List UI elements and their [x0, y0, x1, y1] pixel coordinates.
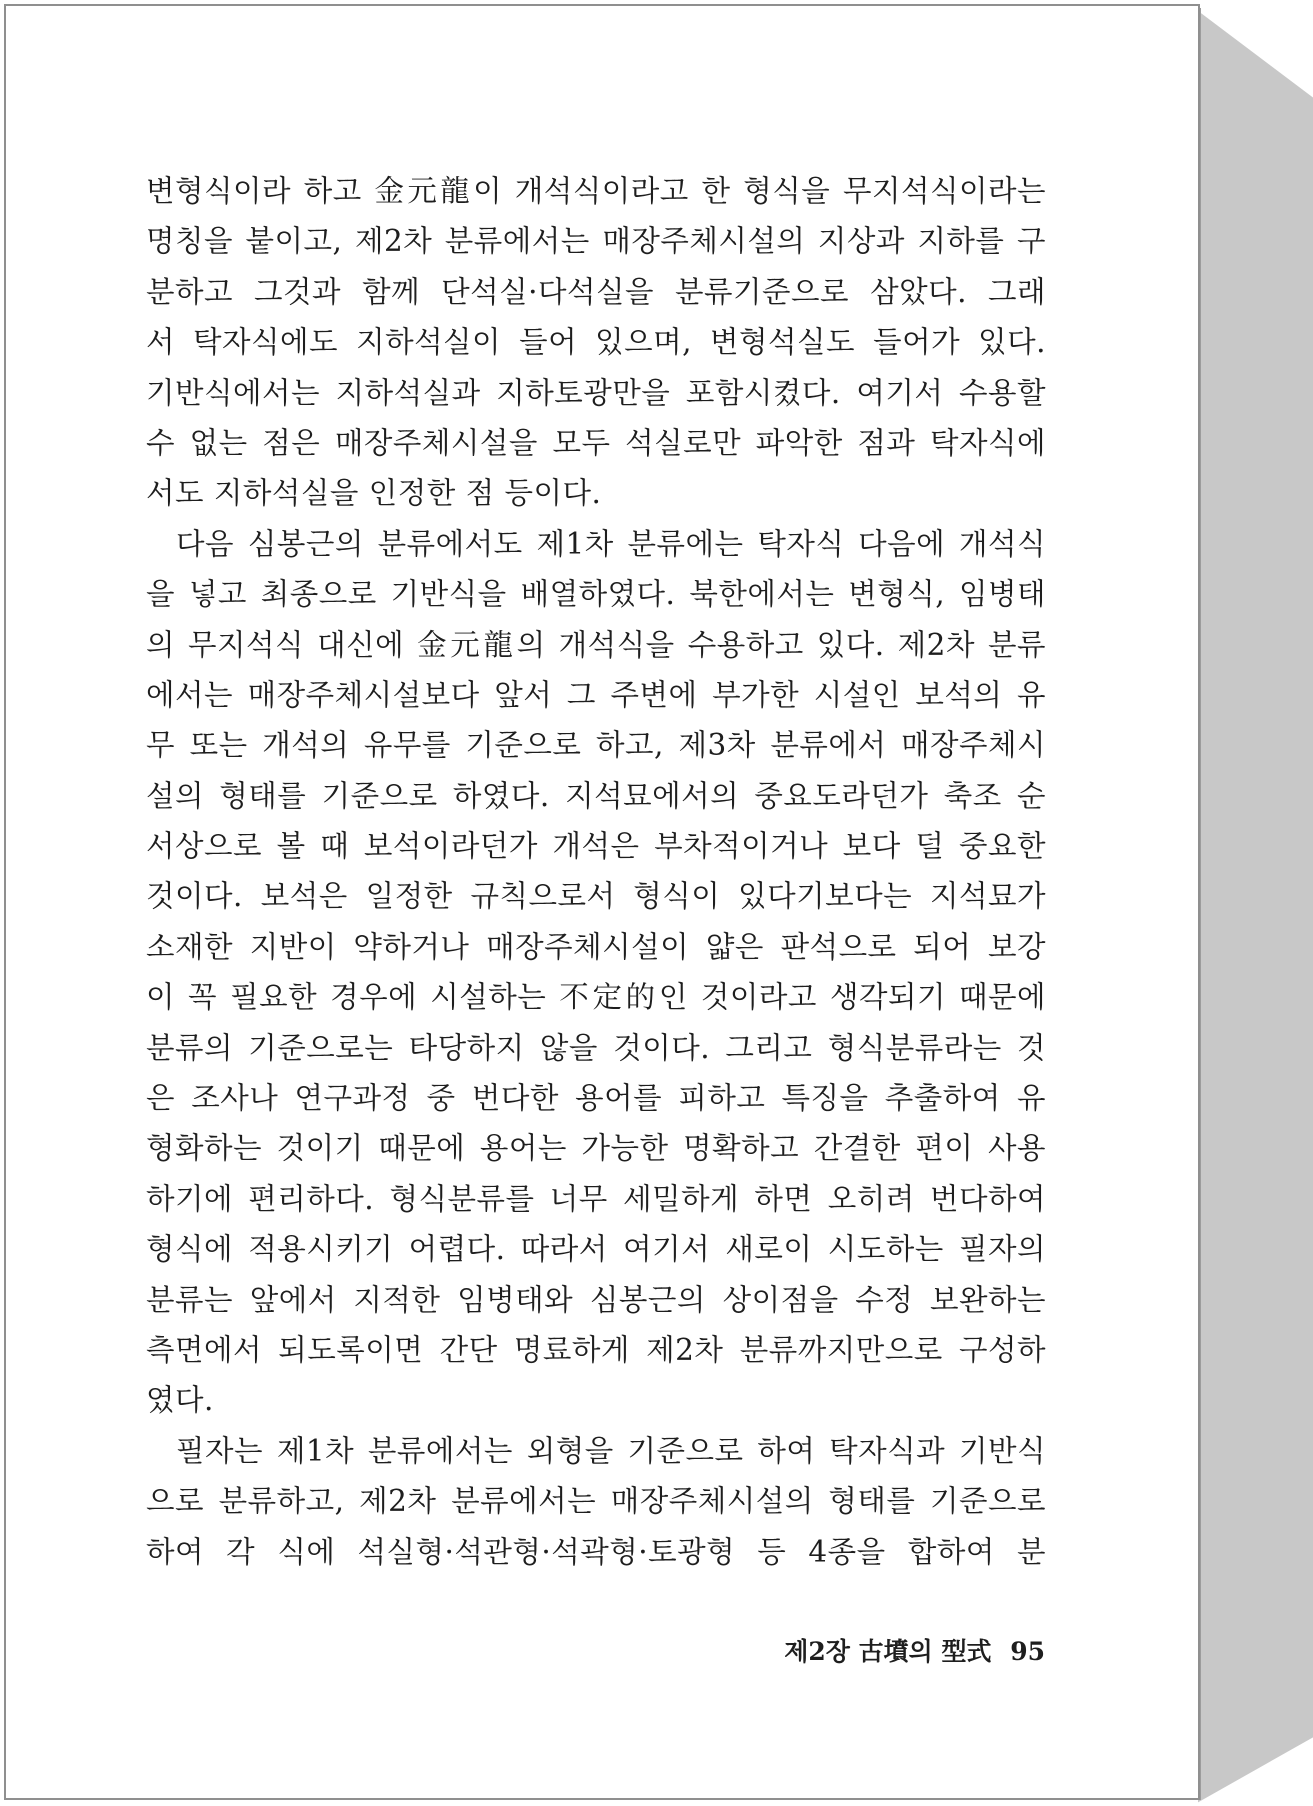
text-line: 하기에 편리하다. 형식분류를 너무 세밀하게 하면 오히려 번다하여: [146, 1181, 1046, 1216]
book-spine: [1198, 0, 1313, 1806]
text-line: 였다.: [146, 1383, 214, 1418]
text-line: 소재한 지반이 약하거나 매장주체시설이 얇은 판석으로 되어 보강: [146, 929, 1046, 964]
text-line: 분하고 그것과 함께 단석실·다석실을 분류기준으로 삼았다. 그래: [146, 274, 1046, 309]
text-line: 무 또는 개석의 유무를 기준으로 하고, 제3차 분류에서 매장주체시: [146, 728, 1046, 763]
text-line: 분류는 앞에서 지적한 임병태와 심봉근의 상이점을 수정 보완하는: [146, 1282, 1046, 1317]
page-number: 95: [1010, 1637, 1045, 1666]
text-line: 의 무지석식 대신에 金元龍의 개석식을 수용하고 있다. 제2차 분류: [146, 627, 1046, 662]
text-line: 분류의 기준으로는 타당하지 않을 것이다. 그리고 형식분류라는 것: [146, 1030, 1046, 1065]
text-line: 측면에서 되도록이면 간단 명료하게 제2차 분류까지만으로 구성하: [146, 1332, 1046, 1367]
text-line: 은 조사나 연구과정 중 번다한 용어를 피하고 특징을 추출하여 유: [146, 1081, 1046, 1116]
text-line: 을 넣고 최종으로 기반식을 배열하였다. 북한에서는 변형식, 임병태: [146, 577, 1046, 612]
running-title: 제2장 古墳의 型式: [784, 1637, 992, 1666]
text-line: 형화하는 것이기 때문에 용어는 가능한 명확하고 간결한 편이 사용: [146, 1131, 1046, 1166]
paragraph-start-line: 다음 심봉근의 분류에서도 제1차 분류에는 탁자식 다음에 개석식: [176, 526, 1046, 561]
text-line: 것이다. 보석은 일정한 규칙으로서 형식이 있다기보다는 지석묘가: [146, 879, 1046, 914]
text-line: 서 탁자식에도 지하석실이 들어 있으며, 변형석실도 들어가 있다.: [146, 325, 1046, 360]
text-line: 에서는 매장주체시설보다 앞서 그 주변에 부가한 시설인 보석의 유: [146, 677, 1046, 712]
text-line: 기반식에서는 지하석실과 지하토광만을 포함시켰다. 여기서 수용할: [146, 375, 1046, 410]
paragraph-start-line: 필자는 제1차 분류에서는 외형을 기준으로 하여 탁자식과 기반식: [176, 1433, 1046, 1468]
text-line: 이 꼭 필요한 경우에 시설하는 不定的인 것이라고 생각되기 때문에: [146, 980, 1046, 1015]
text-line: 으로 분류하고, 제2차 분류에서는 매장주체시설의 형태를 기준으로: [146, 1484, 1046, 1519]
text-line: 서도 지하석실을 인정한 점 등이다.: [146, 476, 602, 511]
text-line: 형식에 적용시키기 어렵다. 따라서 여기서 새로이 시도하는 필자의: [146, 1232, 1046, 1267]
body-text: [146, 166, 1046, 1577]
text-line: 서상으로 볼 때 보석이라던가 개석은 부차적이거나 보다 덜 중요한: [146, 829, 1046, 864]
text-line: 변형식이라 하고 金元龍이 개석식이라고 한 형식을 무지석식이라는: [146, 174, 1046, 208]
text-line: 수 없는 점은 매장주체시설을 모두 석실로만 파악한 점과 탁자식에: [146, 425, 1046, 460]
page-footer: [784, 1632, 1045, 1668]
text-line: 명칭을 붙이고, 제2차 분류에서는 매장주체시설의 지상과 지하를 구: [146, 224, 1046, 259]
text-line: 하여 각 식에 석실형·석관형·석곽형·토광형 등 4종을 합하여 분: [146, 1534, 1046, 1569]
text-line: 설의 형태를 기준으로 하였다. 지석묘에서의 중요도라던가 축조 순: [146, 778, 1046, 813]
